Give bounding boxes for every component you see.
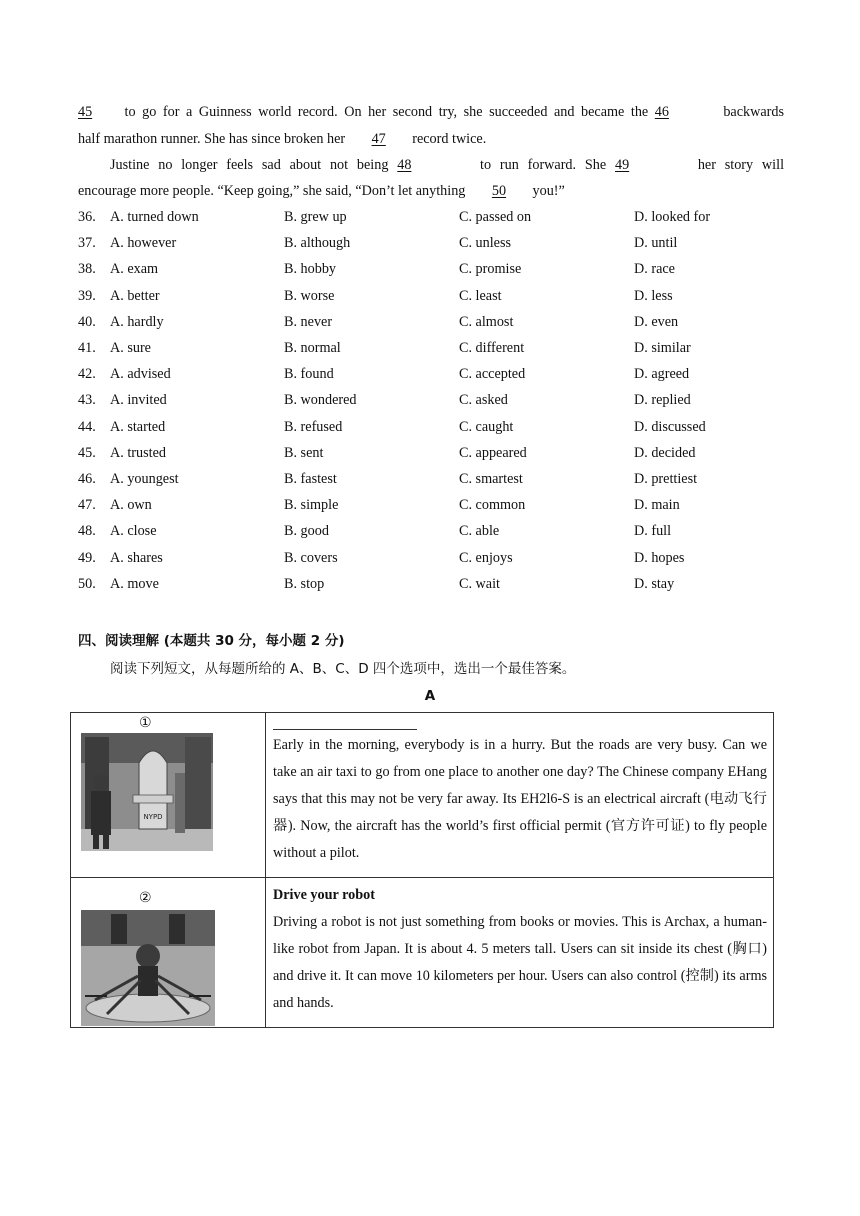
article-text: Driving a robot is not just something from books or movies. This is Archax, a human-like robot from Japan. It is about 4. 5 meters tall. Users can sit inside its chest (胸口) and drive it. It can move 10 kilometers per hour. Users can also control (控制) its arms and hands. [273, 914, 767, 1011]
option-row [78, 576, 784, 596]
option-b: B. fastest [284, 471, 337, 487]
option-d: D. similar [634, 340, 691, 356]
blank-45: 45 [78, 104, 93, 120]
question-number: 46. [78, 471, 96, 487]
question-number: 37. [78, 235, 96, 252]
option-a: A. invited [110, 392, 167, 409]
option-d: D. prettiest [634, 471, 698, 487]
option-a: A. better [110, 287, 160, 304]
option-d: D. discussed [634, 418, 706, 435]
passage-text: backwards [716, 104, 784, 120]
article-title: Drive your robot [273, 887, 375, 903]
section-heading: 四、阅读理解 (本题共 30 分，每小题 2 分) [78, 633, 345, 649]
option-row [78, 340, 784, 360]
option-row [78, 314, 784, 334]
question-number: 50. [78, 575, 96, 592]
question-number: 48. [78, 523, 96, 540]
option-row [78, 288, 784, 308]
blank-50: 50 [491, 183, 507, 199]
option-row [78, 550, 784, 570]
option-c: C. wait [459, 575, 500, 592]
option-row [78, 445, 784, 465]
passage-text: Justine no longer feels sad about not being [110, 157, 398, 173]
image-cell [71, 878, 266, 1028]
option-d: D. race [634, 261, 675, 278]
text-cell [266, 878, 774, 1028]
option-d: D. even [634, 313, 679, 330]
option-a: A. hardly [110, 313, 164, 330]
reading-table [70, 712, 774, 1028]
question-number: 47. [78, 497, 96, 514]
option-a: A. close [110, 523, 157, 540]
circle-number-marker: ① [139, 715, 152, 731]
air-taxi-photo [81, 733, 213, 851]
question-number: 39. [78, 287, 96, 304]
option-c: C. unless [459, 235, 512, 252]
question-number: 42. [78, 366, 96, 383]
image-cell [71, 713, 266, 878]
option-b: B. hobby [284, 261, 337, 278]
section-instruction: 阅读下列短文，从每题所给的 A、B、C、D 四个选项中，选出一个最佳答案。 [110, 661, 576, 677]
option-row [78, 235, 784, 255]
blank-47: 47 [371, 131, 386, 147]
option-a: A. however [110, 235, 177, 252]
question-number: 45. [78, 444, 96, 461]
option-b: B. refused [284, 418, 343, 435]
blank-46: 46 [654, 104, 669, 120]
passage-label: A [424, 688, 436, 704]
option-a: A. sure [110, 340, 151, 356]
circle-number-marker: ② [139, 890, 152, 906]
option-c: C. passed on [459, 209, 532, 225]
option-d: D. decided [634, 444, 696, 461]
text-cell [266, 713, 774, 878]
option-row [78, 209, 784, 229]
passage-text: to run forward. She [471, 157, 615, 173]
question-number: 43. [78, 392, 96, 409]
sign-text: NYPD [143, 813, 163, 821]
option-c: C. enjoys [459, 549, 513, 566]
option-c: C. accepted [459, 366, 526, 383]
option-a: A. trusted [110, 444, 166, 461]
option-c: C. promise [459, 261, 522, 278]
passage-text: to go for a Guinness world record. On her second try, she succeeded and became the [118, 104, 655, 120]
option-row [78, 471, 784, 491]
option-c: C. able [459, 523, 500, 540]
option-a: A. shares [110, 549, 163, 566]
option-a: A. move [110, 575, 159, 592]
option-a: A. turned down [110, 209, 199, 225]
option-row [78, 497, 784, 517]
passage-line-2 [78, 131, 486, 148]
question-number: 41. [78, 340, 96, 356]
option-c: C. different [459, 340, 525, 356]
option-d: D. hopes [634, 549, 685, 566]
table-row [71, 713, 774, 878]
article-text: Early in the morning, everybody is in a hurry. But the roads are very busy. Can we take an air taxi to go from one place to another one day? The Chinese company EHang says that this may not be very far away. Its EH2l6-S is an electrical aircraft (电动飞行器). Now, the aircraft has the world’s first official permit (官方许可证) to fly people without a pilot. [273, 737, 767, 861]
option-d: D. agreed [634, 366, 690, 383]
question-number: 40. [78, 313, 96, 330]
question-number: 36. [78, 209, 96, 225]
blank-48: 48 [397, 157, 412, 173]
option-c: C. smartest [459, 471, 523, 487]
passage-line-1 [78, 104, 784, 121]
option-d: D. main [634, 497, 680, 514]
passage-text: half marathon runner. She has since broken her [78, 131, 349, 147]
passage-line-4 [78, 183, 565, 200]
option-a: A. started [110, 418, 166, 435]
option-b: B. wondered [284, 392, 357, 409]
option-a: A. youngest [110, 471, 179, 487]
option-c: C. common [459, 497, 526, 514]
option-row [78, 419, 784, 439]
blank-49: 49 [615, 157, 630, 173]
option-c: C. asked [459, 392, 508, 409]
option-b: B. stop [284, 575, 325, 592]
question-number: 44. [78, 418, 96, 435]
passage-text: you!” [528, 183, 565, 199]
option-row [78, 366, 784, 386]
option-b: B. simple [284, 497, 339, 514]
option-d: D. looked for [634, 209, 711, 225]
option-d: D. until [634, 235, 678, 252]
option-b: B. grew up [284, 209, 347, 225]
question-number: 38. [78, 261, 96, 278]
option-b: B. worse [284, 287, 335, 304]
option-b: B. although [284, 235, 351, 252]
option-b: B. normal [284, 340, 341, 356]
option-c: C. appeared [459, 444, 527, 461]
option-a: A. exam [110, 261, 159, 278]
table-row [71, 878, 774, 1028]
passage-text: her story will [689, 157, 785, 173]
passage-line-3 [110, 157, 784, 174]
option-a: A. own [110, 497, 152, 514]
option-b: B. never [284, 313, 333, 330]
option-b: B. found [284, 366, 334, 383]
option-row [78, 392, 784, 412]
option-b: B. good [284, 523, 329, 540]
option-b: B. covers [284, 549, 338, 566]
title-blank-line [273, 717, 417, 730]
option-d: D. replied [634, 392, 691, 409]
passage-text: record twice. [408, 131, 487, 147]
option-d: D. full [634, 523, 672, 540]
option-row [78, 261, 784, 281]
passage-text: encourage more people. “Keep going,” she said, “Don’t let anything [78, 183, 469, 199]
option-row [78, 523, 784, 543]
option-d: D. less [634, 287, 673, 304]
option-b: B. sent [284, 444, 324, 461]
option-c: C. least [459, 287, 502, 304]
option-c: C. almost [459, 313, 514, 330]
robot-photo [81, 910, 215, 1026]
question-number: 49. [78, 549, 96, 566]
option-c: C. caught [459, 418, 514, 435]
option-d: D. stay [634, 575, 675, 592]
option-a: A. advised [110, 366, 171, 383]
